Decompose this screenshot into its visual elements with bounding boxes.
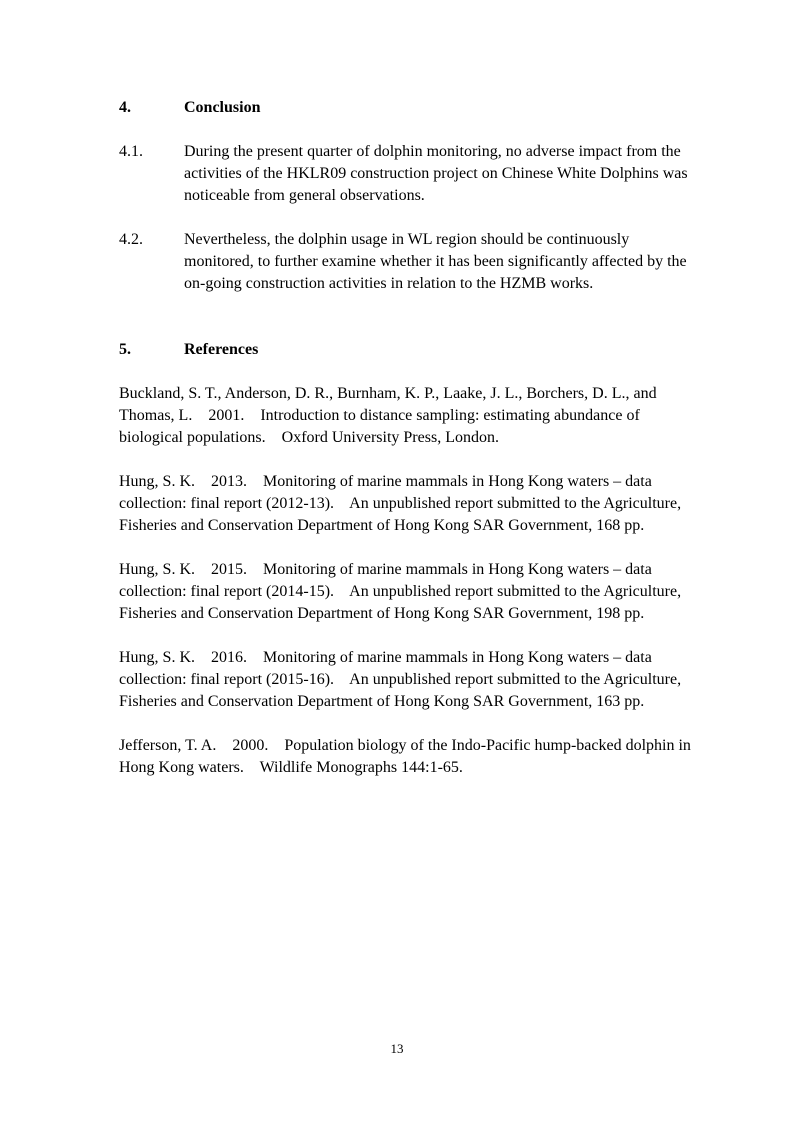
reference-line: collection: final report (2014-15). An unpublished report submitted to the Agriculture, [119,583,682,600]
reference-line: Buckland, S. T., Anderson, D. R., Burnham, K. P., Laake, J. L., Borchers, D. L., and [119,385,657,402]
reference-line: collection: final report (2012-13). An unpublished report submitted to the Agriculture, [119,495,682,512]
reference-entry [119,559,699,625]
reference-line: Fisheries and Conservation Department of Hong Kong SAR Government, 198 pp. [119,605,645,622]
section-title: Conclusion [184,99,261,116]
reference-line: collection: final report (2015-16). An unpublished report submitted to the Agriculture, [119,671,682,688]
reference-line: biological populations. Oxford University Press, London. [119,429,499,446]
reference-line: Fisheries and Conservation Department of Hong Kong SAR Government, 163 pp. [119,693,645,710]
paragraph-number: 4.1. [119,143,143,160]
reference-line: Hong Kong waters. Wildlife Monographs 144:1-65. [119,759,463,776]
reference-line: Jefferson, T. A. 2000. Population biology of the Indo-Pacific hump-backed dolphin in [119,737,691,754]
paragraph-text: Nevertheless, the dolphin usage in WL region should be continuously monitored, to further examine whether it has been significantly affected by the on-going construction activities in relation to the HZMB works. [184,231,687,292]
section-title: References [184,341,259,358]
reference-line: Fisheries and Conservation Department of Hong Kong SAR Government, 168 pp. [119,517,645,534]
reference-entry [119,383,699,449]
reference-line: Thomas, L. 2001. Introduction to distance sampling: estimating abundance of [119,407,640,424]
reference-line: Hung, S. K. 2016. Monitoring of marine mammals in Hong Kong waters – data [119,649,652,666]
page-number: 13 [390,1041,404,1056]
paragraph-4-2 [119,229,699,295]
reference-entry [119,735,699,779]
paragraph-4-1 [119,141,699,207]
section-number: 5. [119,341,131,358]
reference-line: Hung, S. K. 2015. Monitoring of marine mammals in Hong Kong waters – data [119,561,652,578]
section-number: 4. [119,99,131,116]
reference-line: Hung, S. K. 2013. Monitoring of marine mammals in Hong Kong waters – data [119,473,652,490]
reference-entry [119,471,699,537]
paragraph-text: During the present quarter of dolphin monitoring, no adverse impact from the activities of the HKLR09 construction project on Chinese White Dolphins was noticeable from general observations. [184,143,688,204]
paragraph-number: 4.2. [119,231,143,248]
reference-entry [119,647,699,713]
